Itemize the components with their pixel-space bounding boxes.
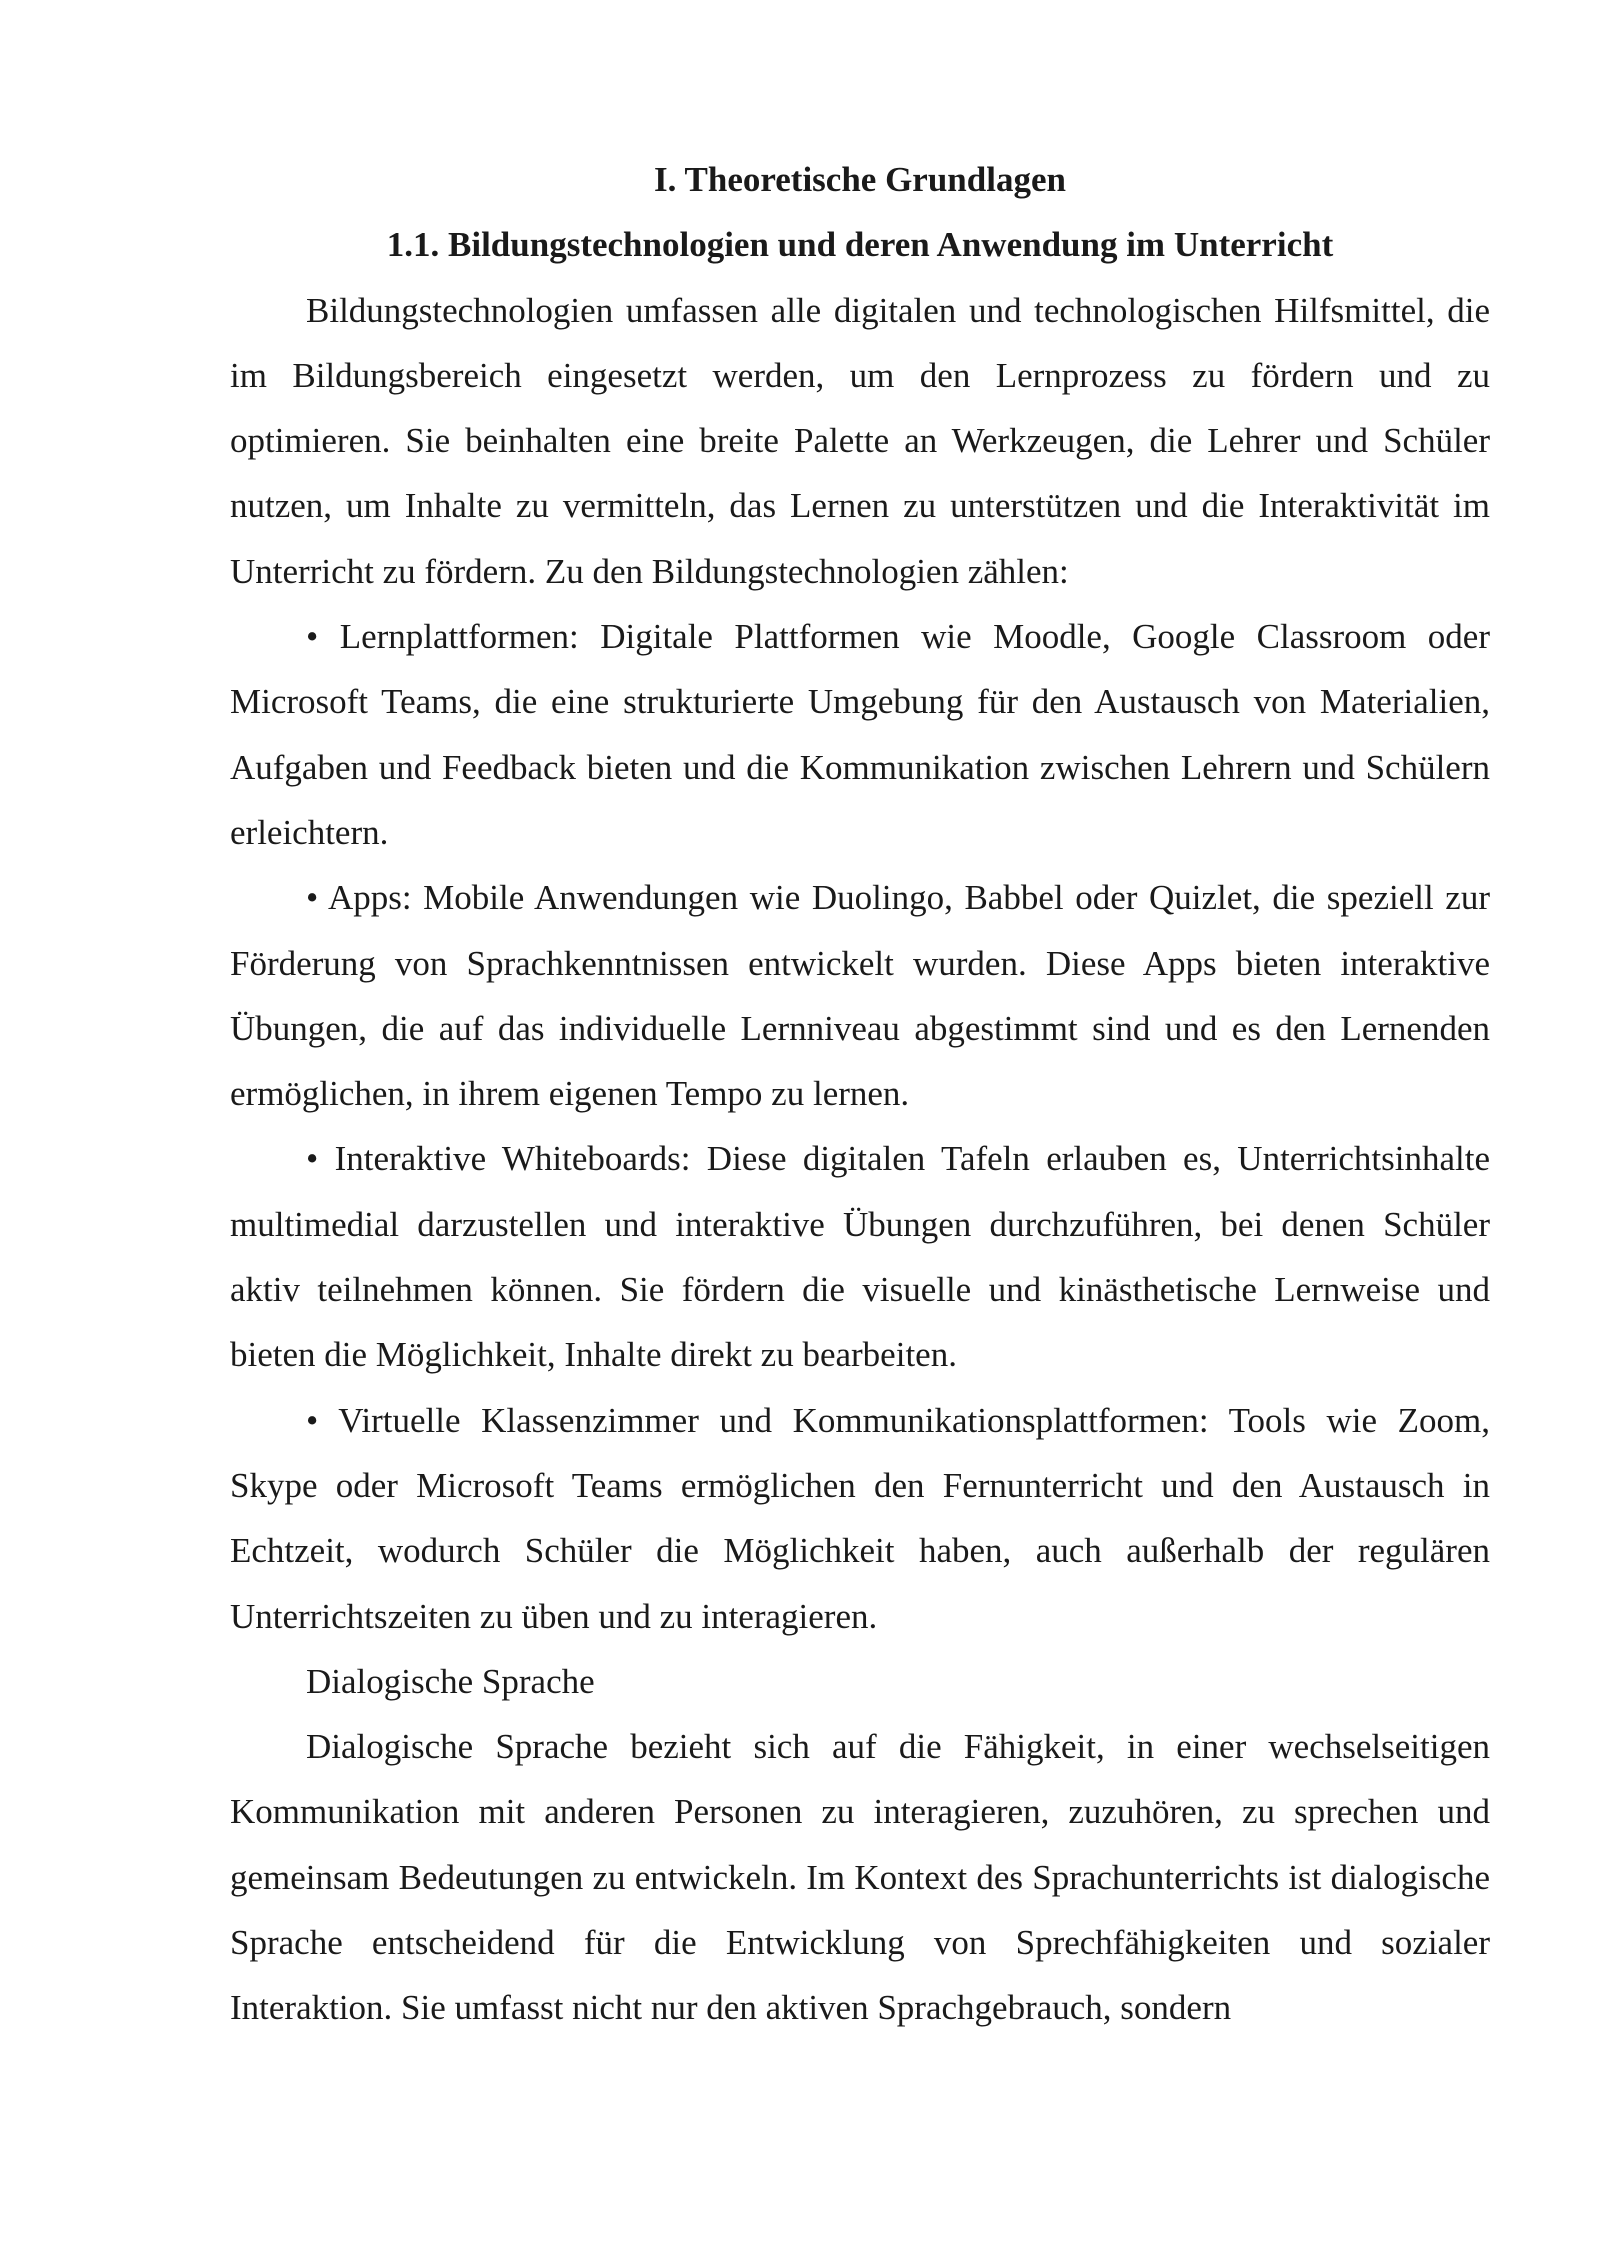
page-content xyxy=(230,147,1490,2041)
bullet-lernplattformen: • Lernplattformen: Digitale Plattformen wie Moodle, Google Classroom oder Microsoft Teams, die eine strukturierte Umgebung für den Austausch von Materialien, Aufgaben und Feedback bieten und die Kommunikation zwischen Lehrern und Schülern erleichtern. xyxy=(230,617,1490,852)
intro-paragraph: Bildungstechnologien umfassen alle digitalen und technologischen Hilfsmittel, die im Bildungsbereich eingesetzt werden, um den Lernprozess zu fördern und zu optimieren. Sie beinhalten eine breite Palette an Werkzeugen, die Lehrer und Schüler nutzen, um Inhalte zu vermitteln, das Lernen zu unterstützen und die Interaktivität im Unterricht zu fördern. Zu den Bildungstechnologien zählen: xyxy=(230,290,1490,591)
dialogische-sprache-paragraph: Dialogische Sprache bezieht sich auf die Fähigkeit, in einer wechselseitigen Kommunikation mit anderen Personen zu interagieren, zuzuhören, zu sprechen und gemeinsam Bedeutungen zu entwickeln. Im Kontext des Sprachunterrichts ist dialogische Sprache entscheidend für die Entwicklung von Sprechfähigkeiten und sozialer Interaktion. Sie umfasst nicht nur den aktiven Sprachgebrauch, sondern xyxy=(230,1727,1490,2028)
bullet-virtuelle-klassenzimmer: • Virtuelle Klassenzimmer und Kommunikationsplattformen: Tools wie Zoom, Skype oder Microsoft Teams ermöglichen den Fernunterricht und den Austausch in Echtzeit, wodurch Schüler die Möglichkeit haben, auch außerhalb der regulären Unterrichtszeiten zu üben und zu interagieren. xyxy=(230,1400,1490,1636)
bullet-apps: • Apps: Mobile Anwendungen wie Duolingo, Babbel oder Quizlet, die speziell zur Förderung von Sprachkenntnissen entwickelt wurden. Diese Apps bieten interaktive Übungen, die auf das individuelle Lernniveau abgestimmt sind und es den Lernenden ermöglichen, in ihrem eigenen Tempo zu lernen. xyxy=(230,878,1490,1114)
subsection-heading: Dialogische Sprache xyxy=(306,1661,595,1701)
section-title: 1.1. Bildungstechnologien und deren Anwendung im Unterricht xyxy=(386,225,1334,265)
chapter-title: I. Theoretische Grundlagen xyxy=(654,160,1066,199)
bullet-interaktive-whiteboards: • Interaktive Whiteboards: Diese digitalen Tafeln erlauben es, Unterrichtsinhalte multimedial darzustellen und interaktive Übungen durchzuführen, bei denen Schüler aktiv teilnehmen können. Sie fördern die visuelle und kinästhetische Lernweise und bieten die Möglichkeit, Inhalte direkt zu bearbeiten. xyxy=(230,1139,1490,1375)
